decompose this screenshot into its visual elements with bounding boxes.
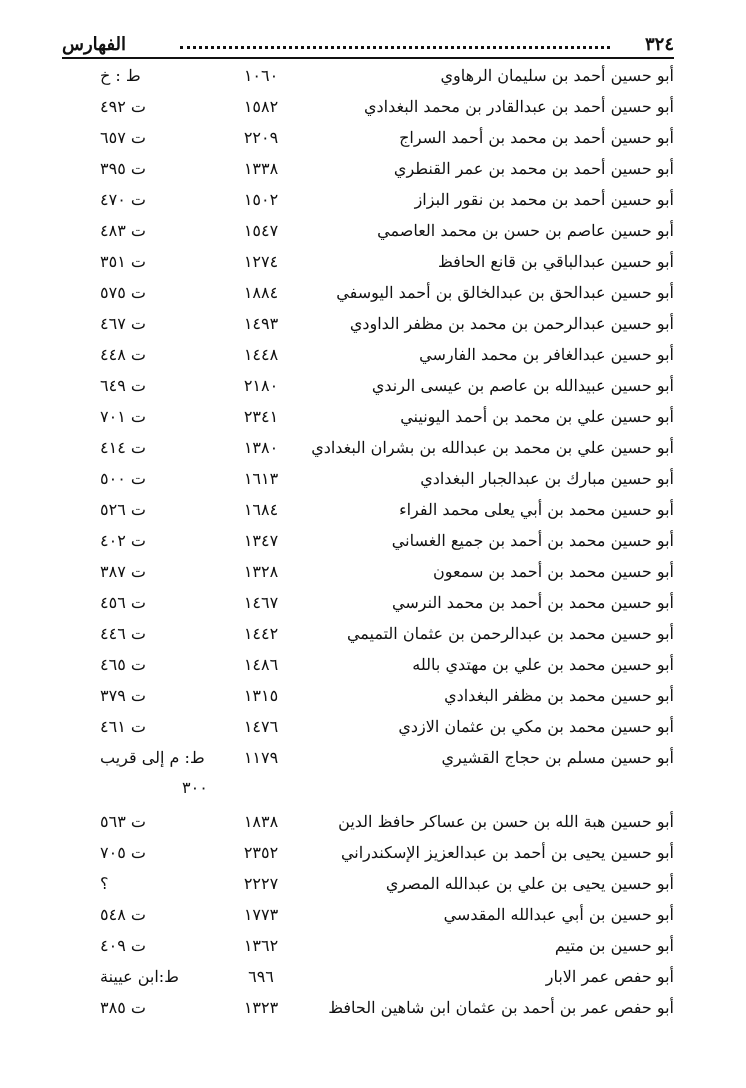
entry-name: أبو حسين أحمد بن محمد بن عمر القنطري: [393, 159, 674, 178]
entry-name: أبو حسين أحمد بن محمد بن أحمد السراج: [399, 128, 674, 147]
entry-name: أبو حسين أحمد بن عبدالقادر بن محمد البغدادي: [363, 97, 674, 116]
entry-reference: ت ٤٦٧: [100, 314, 146, 333]
entry-reference: ت ٤٤٦: [100, 624, 146, 643]
entry-name: أبو حسين عبدالحق بن عبدالخالق بن أحمد اليوسفي: [336, 283, 674, 302]
entry-number: ١٢٧٤: [243, 252, 279, 271]
entry-reference: ط:ابن عيينة: [100, 967, 179, 986]
entry-reference: ت ٤٤٨: [100, 345, 146, 364]
entry-name: أبو حسين محمد بن مكي بن عثمان الازدي: [398, 717, 674, 736]
entry-reference: ت ٣٩٥: [100, 159, 146, 178]
entry-reference: ت ٦٤٩: [100, 376, 146, 395]
section-title: الفهارس: [62, 34, 127, 55]
entry-name: أبو حسين محمد بن أبي يعلى محمد الفراء: [399, 500, 674, 519]
entry-reference: ت ٧٠١: [100, 407, 146, 426]
entry-number: ١٥٨٢: [243, 97, 279, 116]
entry-number: ١٠٦٠: [243, 66, 279, 85]
entry-name: أبو حسين أحمد بن سليمان الرهاوي: [440, 66, 674, 85]
entry-number: ٢١٨٠: [243, 376, 279, 395]
entry-reference: ت ٥٢٦: [100, 500, 146, 519]
index-entry: [0, 401, 746, 432]
index-entry: [0, 91, 746, 122]
entry-number: ١٥٠٢: [243, 190, 279, 209]
entry-reference: ت ٦٥٧: [100, 128, 146, 147]
entry-name: أبو حسين عبيدالله بن عاصم بن عيسى الرندي: [371, 376, 674, 395]
entry-name: أبو حسين عبدالباقي بن قانع الحافظ: [437, 252, 674, 271]
index-entry: [0, 992, 746, 1023]
entry-reference: ت ٤٠٩: [100, 936, 146, 955]
entry-name: أبو حسين يحيى بن أحمد بن عبدالعزيز الإسكندراني: [340, 843, 674, 862]
entry-number: ١٣٣٨: [243, 159, 279, 178]
index-entry: [0, 525, 746, 556]
index-entry: [0, 806, 746, 837]
entry-reference: ت ٧٠٥: [100, 843, 146, 862]
entry-number: ١٣٨٠: [243, 438, 279, 457]
entry-name: أبو حفص عمر الابار: [545, 967, 674, 986]
index-entry: [0, 370, 746, 401]
entry-number: ٦٩٦: [248, 967, 274, 986]
entry-number: ١٦١٣: [243, 469, 279, 488]
entry-reference: ت ٤٥٦: [100, 593, 146, 612]
entry-reference: ت ٥٧٥: [100, 283, 146, 302]
entry-name: أبو حسين هبة الله بن حسن بن عساكر حافظ الدين: [338, 812, 674, 831]
index-entry: [0, 277, 746, 308]
entry-name: أبو حسين عبدالغافر بن محمد الفارسي: [419, 345, 674, 364]
index-entry: [0, 556, 746, 587]
running-header: [62, 34, 674, 56]
index-entry: [0, 215, 746, 246]
entry-number: ١٦٨٤: [243, 500, 279, 519]
entry-reference: ت ٣٨٧: [100, 562, 146, 581]
entry-number: ١٨٣٨: [243, 812, 279, 831]
entry-name: أبو حسين علي بن محمد بن أحمد اليونيني: [400, 407, 674, 426]
index-entry: [0, 184, 746, 215]
entry-reference: ت ٤٧٠: [100, 190, 146, 209]
entry-reference: ت ٤٦٥: [100, 655, 146, 674]
entry-name: أبو حسين يحيى بن علي بن عبدالله المصري: [385, 874, 674, 893]
index-entry: [0, 961, 746, 992]
entry-number: ١٣٢٨: [243, 562, 279, 581]
index-entry: [0, 899, 746, 930]
entry-name: أبو حسين عبدالرحمن بن محمد بن مظفر الداودي: [349, 314, 674, 333]
entry-reference: ط: م إلى قريب: [100, 748, 205, 767]
entry-reference: ت ٥٦٣: [100, 812, 146, 831]
header-rule: [62, 57, 674, 59]
entry-number: ١٣٤٧: [243, 531, 279, 550]
entry-number: ١٣١٥: [243, 686, 279, 705]
entry-reference-continuation: ٣٠٠: [182, 778, 208, 797]
index-entry: [0, 463, 746, 494]
index-entry: [0, 680, 746, 711]
entry-reference: ت ٣٨٥: [100, 998, 146, 1017]
entry-reference: ت ٤٦١: [100, 717, 146, 736]
entry-reference: ت ٤٩٢: [100, 97, 146, 116]
entry-name: أبو حسين بن أبي عبدالله المقدسي: [443, 905, 674, 924]
entry-reference: ؟: [100, 874, 109, 893]
index-entry: [0, 308, 746, 339]
index-entry: [0, 494, 746, 525]
index-entry: [0, 649, 746, 680]
entry-number: ١٤٤٨: [243, 345, 279, 364]
index-entry: [0, 868, 746, 899]
index-entry: [0, 153, 746, 184]
index-entry: [0, 930, 746, 961]
index-entry: [0, 837, 746, 868]
entry-reference: ت ٤٨٣: [100, 221, 146, 240]
entry-reference: ت ٣٧٩: [100, 686, 146, 705]
entry-name: أبو حسين محمد بن مظفر البغدادي: [444, 686, 674, 705]
entry-number: ١١٧٩: [243, 748, 279, 767]
index-entry: [0, 587, 746, 618]
entry-reference: ت ٥٤٨: [100, 905, 146, 924]
index-entry: [0, 339, 746, 370]
entry-name: أبو حسين بن متيم: [554, 936, 674, 955]
entry-number: ١٤٤٢: [243, 624, 279, 643]
index-entry: [0, 60, 746, 91]
entry-name: أبو حسين محمد بن أحمد بن جميع الغساني: [391, 531, 674, 550]
page-number: ٣٢٤: [644, 34, 674, 55]
index-entry: [0, 246, 746, 277]
entry-name: أبو حسين محمد بن أحمد بن محمد النرسي: [392, 593, 674, 612]
entry-number: ١٧٧٣: [243, 905, 279, 924]
index-entry: [0, 742, 746, 806]
entry-name: أبو حسين مبارك بن عبدالجبار البغدادي: [420, 469, 674, 488]
entry-number: ٢٣٥٢: [243, 843, 279, 862]
leader-dots: [180, 40, 610, 49]
entry-name: أبو حسين محمد بن أحمد بن سمعون: [432, 562, 674, 581]
entry-number: ١٥٤٧: [243, 221, 279, 240]
entry-name: أبو حسين علي بن محمد بن عبدالله بن بشران البغدادي: [311, 438, 674, 457]
entry-reference: ط : خ: [100, 66, 141, 85]
entry-name: أبو حسين عاصم بن حسن بن محمد العاصمي: [377, 221, 674, 240]
entry-name: أبو حسين أحمد بن محمد بن نقور البزاز: [414, 190, 674, 209]
entry-number: ١٣٦٢: [243, 936, 279, 955]
entry-reference: ت ٣٥١: [100, 252, 146, 271]
index-entry: [0, 122, 746, 153]
entry-number: ١٤٧٦: [243, 717, 279, 736]
index-entry: [0, 618, 746, 649]
entry-number: ١٤٦٧: [243, 593, 279, 612]
entry-number: ٢٣٤١: [243, 407, 279, 426]
entry-number: ١٣٢٣: [243, 998, 279, 1017]
index-entry: [0, 432, 746, 463]
entry-number: ١٤٨٦: [243, 655, 279, 674]
entry-number: ٢٢٢٧: [243, 874, 279, 893]
entry-number: ١٨٨٤: [243, 283, 279, 302]
index-list: [0, 60, 746, 1023]
entry-reference: ت ٥٠٠: [100, 469, 146, 488]
entry-name: أبو حسين مسلم بن حجاج القشيري: [441, 748, 674, 767]
index-entry: [0, 711, 746, 742]
entry-reference: ت ٤١٤: [100, 438, 146, 457]
entry-number: ٢٢٠٩: [243, 128, 279, 147]
entry-number: ١٤٩٣: [243, 314, 279, 333]
entry-name: أبو حسين محمد بن علي بن مهتدي بالله: [412, 655, 674, 674]
entry-reference: ت ٤٠٢: [100, 531, 146, 550]
entry-name: أبو حفص عمر بن أحمد بن عثمان ابن شاهين الحافظ: [328, 998, 674, 1017]
entry-name: أبو حسين محمد بن عبدالرحمن بن عثمان التميمي: [346, 624, 674, 643]
